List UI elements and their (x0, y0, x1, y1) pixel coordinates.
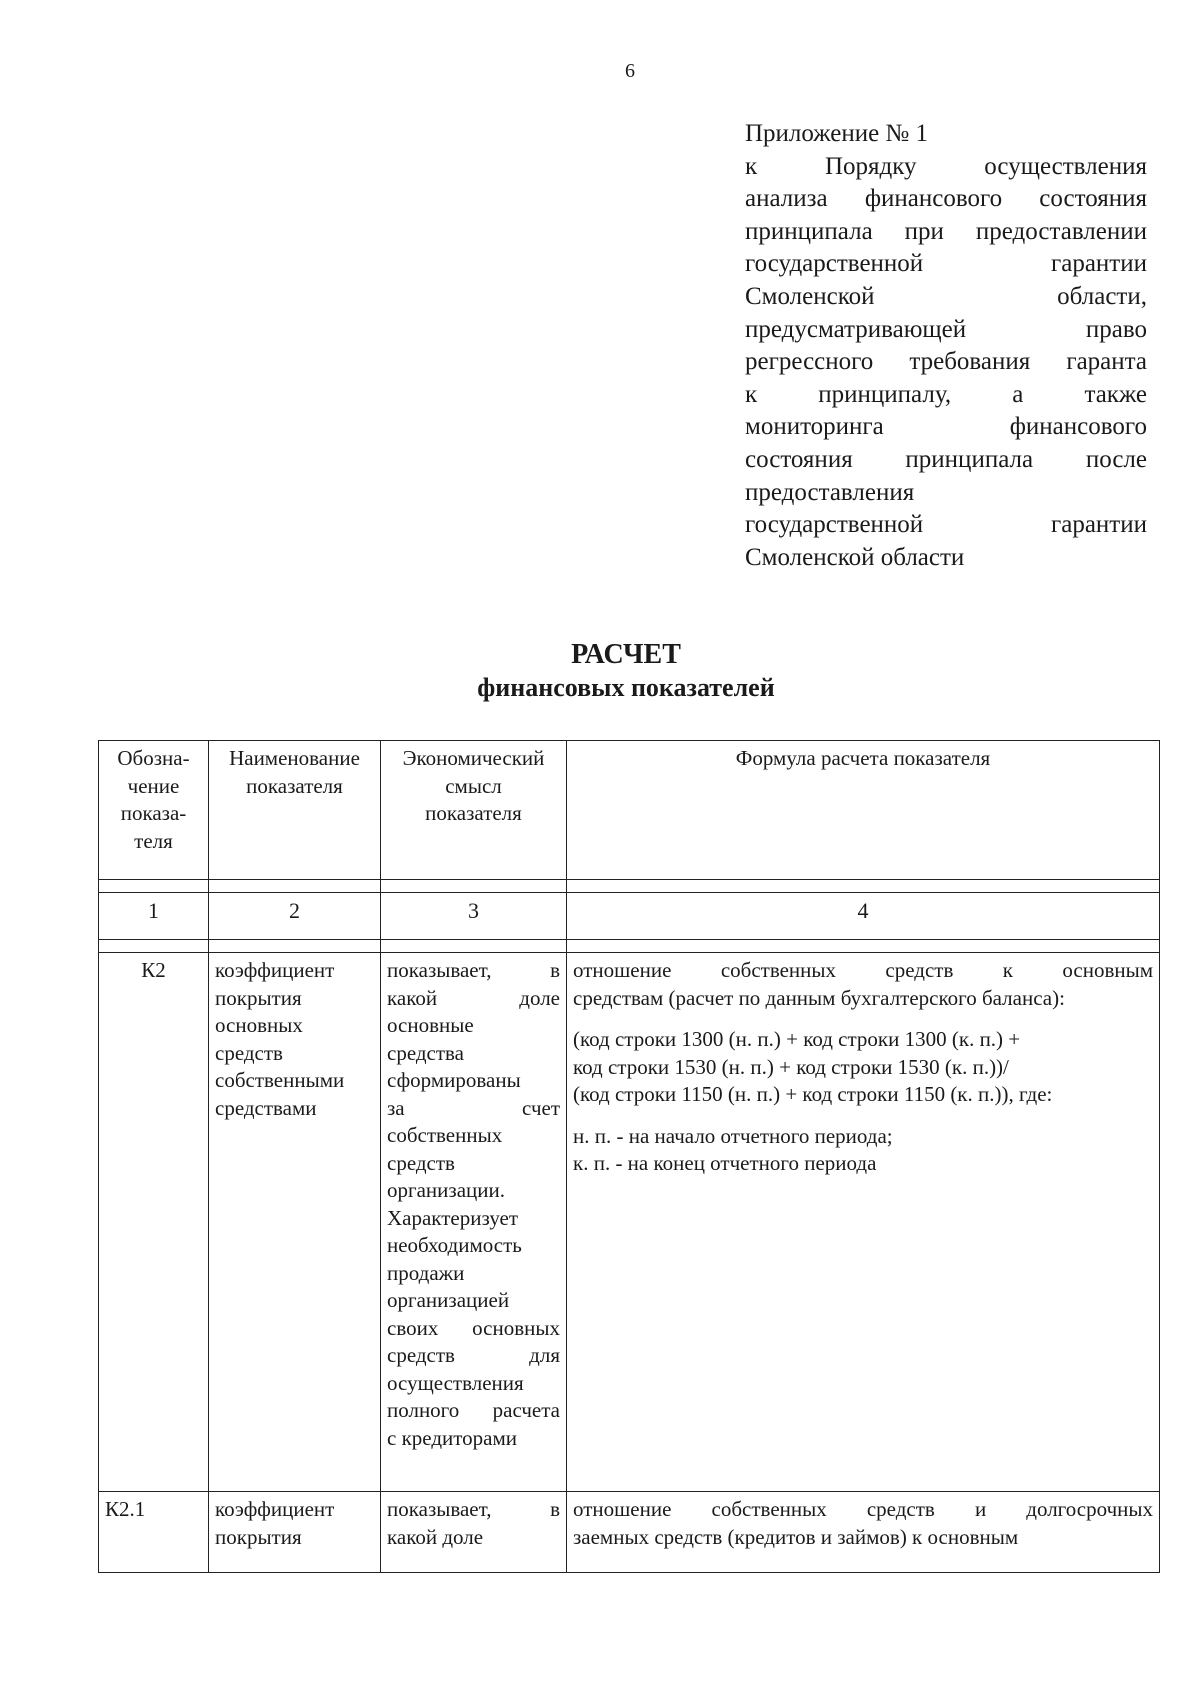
indicator-code: К2 (99, 953, 209, 1492)
table-row (99, 1492, 1160, 1573)
formula-intro-line: отношение собственных средств к основным (573, 958, 1153, 982)
formula-note: к. п. - на конец отчетного периода (573, 1151, 877, 1175)
indicator-code: К2.1 (99, 1492, 209, 1573)
table-row (99, 953, 1160, 1492)
header-text: показателя (425, 801, 522, 825)
appendix-line: состояния принципала после (745, 445, 1147, 473)
appendix-line: Смоленской области (745, 543, 965, 571)
header-text: смысл (445, 773, 502, 798)
table-header-row (99, 741, 1160, 880)
appendix-header (745, 118, 1147, 574)
indicator-formula (567, 1492, 1160, 1573)
meaning-line: необходимость (387, 1233, 522, 1257)
indicator-name (209, 953, 381, 1492)
header-text: показателя (246, 773, 343, 798)
appendix-line: государственной гарантии (745, 250, 1147, 278)
meaning-line: средств (387, 1150, 455, 1175)
appendix-line: к принципалу, а также (745, 380, 1147, 408)
appendix-line: регрессного требования гаранта (745, 348, 1147, 376)
formula-note: н. п. - на начало отчетного периода; (573, 1123, 893, 1148)
name-line: собственными (215, 1068, 345, 1092)
name-line: основных (215, 1013, 303, 1037)
appendix-line: анализа финансового состояния (745, 185, 1147, 213)
name-line: покрытия (215, 1524, 302, 1549)
header-name (209, 741, 381, 880)
header-text: теля (134, 828, 173, 853)
meaning-line: какой доле (387, 985, 560, 1010)
name-line: коэффициент (215, 1497, 335, 1521)
meaning-line: средств для (387, 1343, 560, 1367)
formula-intro-line: заемных средств (кредитов и займов) к основным (573, 1524, 1019, 1549)
column-number: 3 (381, 893, 567, 940)
indicator-formula (567, 953, 1160, 1492)
formula-line: (код строки 1300 (н. п.) + код строки 1300 (к. п.) + (573, 1027, 1021, 1051)
formula-line: (код строки 1150 (н. п.) + код строки 1150 (к. п.)), где: (573, 1082, 1053, 1106)
meaning-line: организацией (387, 1288, 510, 1312)
header-text: чение (127, 773, 180, 798)
header-formula: Формула расчета показателя (567, 741, 1160, 880)
meaning-line: организации. (387, 1178, 505, 1202)
page-number: 6 (625, 60, 635, 82)
meaning-line: осуществления (387, 1370, 524, 1395)
name-line: средствами (215, 1095, 317, 1120)
header-text: Экономический (402, 746, 545, 770)
indicator-meaning (381, 953, 567, 1492)
meaning-line: своих основных (387, 1315, 560, 1340)
document-subtitle: финансовых показателей (477, 673, 775, 702)
appendix-line: Приложение № 1 (745, 120, 929, 147)
header-code (99, 741, 209, 880)
appendix-line: Смоленской области, (745, 282, 1147, 310)
appendix-line: предоставления (745, 478, 915, 506)
table-separator (99, 940, 1160, 953)
name-line: средств (215, 1040, 283, 1065)
meaning-line: с кредиторами (387, 1425, 517, 1450)
formula-intro-line: отношение собственных средств и долгосрочных (573, 1497, 1153, 1521)
column-number-row (99, 893, 1160, 940)
header-text: показа- (120, 801, 187, 825)
name-line: коэффициент (215, 958, 335, 982)
appendix-line: принципала при предоставлении (745, 217, 1147, 245)
header-text: Обозна- (117, 746, 190, 770)
appendix-line: мониторинга финансового (745, 413, 1147, 441)
meaning-line: какой доле (387, 1524, 484, 1549)
meaning-line: за счет (387, 1095, 560, 1120)
header-meaning (381, 741, 567, 880)
formula-intro-line: средствам (расчет по данным бухгалтерского баланса): (573, 985, 1065, 1010)
column-number: 1 (99, 893, 209, 940)
meaning-line: продажи (387, 1260, 465, 1285)
name-line: покрытия (215, 985, 302, 1010)
meaning-line: сформированы (387, 1068, 521, 1092)
indicators-table (98, 740, 1160, 1573)
appendix-line: государственной гарантии (745, 511, 1147, 539)
appendix-line: предусматривающей право (745, 315, 1147, 343)
column-number: 2 (209, 893, 381, 940)
meaning-line: средства (387, 1040, 465, 1065)
column-number: 4 (567, 893, 1160, 940)
header-text: Наименование (229, 746, 360, 770)
meaning-line: собственных (387, 1123, 503, 1147)
document-title: РАСЧЕТ (571, 639, 681, 670)
indicator-meaning (381, 1492, 567, 1573)
meaning-line: полного расчета (387, 1398, 560, 1422)
meaning-line: основные (387, 1013, 474, 1037)
meaning-line: Характеризует (387, 1205, 519, 1230)
appendix-line: к Порядку осуществления (745, 152, 1147, 180)
meaning-line: показывает, в (387, 958, 560, 982)
meaning-line: показывает, в (387, 1497, 560, 1521)
formula-line: код строки 1530 (н. п.) + код строки 1530 (к. п.))/ (573, 1054, 1009, 1079)
indicator-name (209, 1492, 381, 1573)
table-separator (99, 880, 1160, 893)
